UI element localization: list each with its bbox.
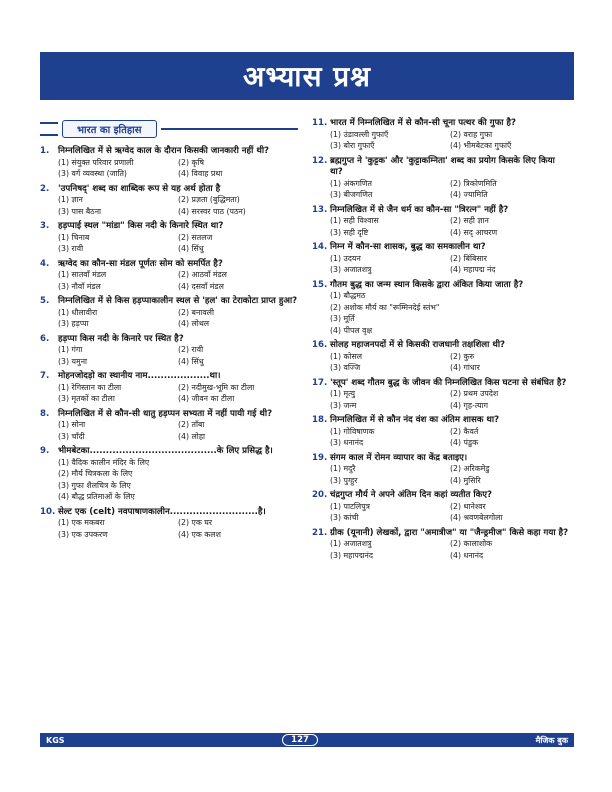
question-number: 10. <box>40 506 56 517</box>
answer-option: (3) जन्म <box>330 400 357 410</box>
question-text: भारत में निम्नलिखित में से कौन-सी चूना पत्थर की गुफा है? <box>330 118 516 128</box>
answer-option: (3) गुफा शैलचित्र के लिए <box>58 480 131 490</box>
question-head <box>312 453 570 465</box>
option-list <box>312 352 570 374</box>
question-head <box>40 296 298 308</box>
answer-option: (3) वज्जि <box>330 363 361 372</box>
answer-option: (2) अशोक मौर्य का "रूम्मिनदेई स्तंभ" <box>330 302 440 312</box>
question-head <box>312 378 570 390</box>
question-item <box>40 371 298 405</box>
answer-option: (1) एक मकबरा <box>58 518 105 527</box>
question-number: 6. <box>40 333 50 344</box>
answer-option: (3) पुग्हुर <box>330 475 358 485</box>
answer-option: (4) सिंधु <box>178 244 204 253</box>
answer-option: (3) रावी <box>58 244 84 253</box>
answer-option: (4) महापद्म नंद <box>450 265 496 274</box>
question-head <box>312 156 570 179</box>
answer-option: (1) अजातशत्रु <box>330 539 372 548</box>
question-text: ब्रह्मगुप्त ने 'कुट्टक' और 'कुट्टाकम्निता' शब्द का प्रयोग किसके लिए किया था? <box>330 155 555 177</box>
answer-option: (2) सही ज्ञान <box>450 216 489 225</box>
question-head <box>40 334 298 346</box>
answer-option: (4) श्रवणबेलगोला <box>450 513 503 522</box>
question-head <box>312 205 570 217</box>
answer-option: (1) सोना <box>58 420 86 429</box>
question-number: 14. <box>312 242 328 252</box>
question-text: निम्नलिखित में से किस हड़प्पाकालीन स्थल से 'हल' का टेराकोटा प्राप्त हुआ? <box>58 296 298 306</box>
option-list <box>312 464 570 486</box>
footer-bar <box>40 733 574 747</box>
right-column <box>312 118 570 565</box>
answer-option: (4) बौद्ध प्रतिमाओं के लिए <box>58 492 135 501</box>
question-list-right <box>312 118 570 561</box>
answer-option: (1) ज्ञान <box>58 195 83 204</box>
option-list <box>312 179 570 201</box>
answer-option: (2) प्रथम उपदेश <box>450 389 499 398</box>
page-title: अभ्यास प्रश्न <box>243 60 371 93</box>
answer-option: (2) रावी <box>178 345 204 354</box>
option-list <box>312 254 570 276</box>
question-item <box>312 453 570 487</box>
answer-option: (2) कैवर्त <box>450 426 479 436</box>
question-text: संगम काल में रोमन व्यापार का केंद्र बताइए। <box>330 452 468 463</box>
answer-option: (3) महापद्मनंद <box>330 550 373 560</box>
question-head <box>40 446 298 458</box>
question-item <box>312 340 570 374</box>
answer-option: (1) कोसल <box>330 351 363 361</box>
answer-option: (4) विवाह प्रथा <box>178 169 223 178</box>
question-number: 9. <box>40 446 50 456</box>
option-list <box>312 130 570 152</box>
answer-option: (2) बनावली <box>178 307 214 317</box>
question-number: 12. <box>312 155 328 166</box>
answer-option: (4) पंडुक <box>450 438 479 447</box>
question-number: 16. <box>312 340 328 350</box>
question-number: 13. <box>312 204 328 215</box>
answer-option: (2) ताँबा <box>178 420 205 429</box>
answer-option: (3) मृतकों का टीला <box>58 394 115 403</box>
answer-option: (1) वैदिक कालीन मंदिर के लिए <box>58 457 150 467</box>
answer-option: (2) सतलज <box>178 232 213 242</box>
question-head <box>312 242 570 254</box>
question-head <box>312 280 570 292</box>
title-banner <box>40 52 574 100</box>
question-item <box>40 259 298 293</box>
answer-option: (1) मृत्यु <box>330 389 355 398</box>
question-head <box>312 528 570 540</box>
option-list <box>312 502 570 524</box>
question-text: चंद्रगुप्त मौर्य ने अपने अंतिम दिन कहां व्यतीत किए? <box>330 490 492 500</box>
answer-option: (1) उंडावल्ली गुफाएँ <box>330 129 389 139</box>
answer-option: (3) सही दृष्टि <box>330 227 369 237</box>
answer-option: (4) जीवन का टीला <box>178 394 235 403</box>
question-item <box>312 528 570 562</box>
question-number: 20. <box>312 490 328 500</box>
question-number: 18. <box>312 415 328 425</box>
question-text: ऋग्वेद का कौन-सा मंडल पूर्णतः सोम को समर्पित है? <box>58 258 223 269</box>
option-list <box>40 195 298 217</box>
answer-option: (3) पास बैठना <box>58 206 102 216</box>
option-list <box>40 233 298 255</box>
question-text: हड़प्पा किस नदी के किनारे पर स्थित है? <box>58 333 184 344</box>
section-divider <box>161 128 298 130</box>
option-list <box>312 389 570 411</box>
answer-option: (2) कालाशोक <box>450 539 493 548</box>
answer-option: (4) लोथल <box>178 319 210 328</box>
question-number: 19. <box>312 452 328 463</box>
answer-option: (3) धनानंद <box>330 438 364 447</box>
question-item <box>40 296 298 330</box>
question-head <box>312 118 570 130</box>
answer-option: (3) अजातशत्रु <box>330 265 372 274</box>
question-head <box>40 259 298 271</box>
question-number: 21. <box>312 527 328 538</box>
question-text: भीमबेटका.......................................के लिए प्रसिद्ध है। <box>58 446 273 456</box>
answer-option: (1) मदुरै <box>330 464 356 473</box>
question-item <box>40 409 298 443</box>
answer-option: (4) गांधार <box>450 363 480 372</box>
answer-option: (4) सिंधु <box>178 356 204 366</box>
answer-option: (1) धौलावीरा <box>58 307 98 317</box>
answer-option: (2) नदीमुख-भूमि का टीला <box>178 382 255 392</box>
question-number: 3. <box>40 221 50 231</box>
footer-brand: KGS <box>46 735 65 745</box>
question-item <box>312 378 570 412</box>
answer-option: (1) सही विश्वास <box>330 216 379 225</box>
question-text: 'स्तूप' शब्द गौतम बुद्ध के जीवन की निम्नलिखित किस घटना से संबंधित है? <box>330 377 567 388</box>
page-number: 127 <box>282 734 318 746</box>
answer-option: (4) ज्यामिति <box>450 190 488 199</box>
answer-option: (2) प्रज्ञता (बुद्धिमता) <box>178 195 240 204</box>
question-text: निम्नलिखित में से ऋग्वेद काल के दौरान किसकी जानकारी नहीं थी? <box>58 146 270 156</box>
question-item <box>40 507 298 541</box>
question-item <box>312 118 570 152</box>
answer-option: (3) मूर्ति <box>330 314 355 323</box>
answer-option: (2) वराह गुफा <box>450 129 493 139</box>
option-list <box>40 345 298 367</box>
question-item <box>40 221 298 255</box>
answer-option: (4) पीपल वृक्ष <box>330 325 373 335</box>
answer-option: (4) धनानंद <box>450 550 484 560</box>
question-text: सोलह महाजनपदों में से किसकी राजधानी तक्षशिला थी? <box>330 340 506 350</box>
answer-option: (2) कृषि <box>178 157 205 167</box>
answer-option: (4) भीमबेटका गुफाएँ <box>450 141 512 150</box>
question-number: 4. <box>40 258 50 269</box>
answer-option: (2) बिंबिसार <box>450 253 487 263</box>
answer-option: (1) गंगा <box>58 345 83 354</box>
question-head <box>312 490 570 502</box>
answer-option: (4) लोहा <box>178 431 205 441</box>
question-head <box>40 409 298 421</box>
answer-option: (4) गृह-त्याग <box>450 400 489 410</box>
option-list <box>40 308 298 330</box>
question-head <box>40 221 298 233</box>
question-number: 7. <box>40 371 50 381</box>
answer-option: (1) अंकगणित <box>330 178 372 188</box>
option-list <box>40 420 298 442</box>
answer-option: (4) एक कलश <box>178 529 221 539</box>
section-mark-icon <box>40 122 58 136</box>
question-number: 17. <box>312 377 328 388</box>
question-number: 5. <box>40 296 50 306</box>
answer-option: (2) एक घर <box>178 518 213 527</box>
answer-option: (3) एक उपकरण <box>58 529 108 539</box>
question-item <box>40 184 298 218</box>
question-head <box>40 146 298 158</box>
answer-option: (1) गोविषाणक <box>330 426 375 436</box>
question-head <box>40 507 298 519</box>
answer-option: (1) बौद्धमठ <box>330 291 366 300</box>
answer-option: (3) हड़प्पा <box>58 319 89 328</box>
answer-option: (3) बोरा गुफाएँ <box>330 141 375 150</box>
section-label: भारत का इतिहास <box>62 120 157 138</box>
question-item <box>312 415 570 449</box>
answer-option: (1) सातवाँ मंडल <box>58 270 107 279</box>
question-text: 'उपनिषद्' शब्द का शाब्दिक रूप से यह अर्थ होता है <box>58 183 221 194</box>
answer-option: (1) पाटलिपुत्र <box>330 501 370 511</box>
question-text: निम्नलिखित में से कौन-सी धातु हड़प्पन सभ्यता में नहीं पायी गई थी? <box>58 408 273 419</box>
left-column <box>40 118 298 544</box>
question-item <box>40 146 298 180</box>
question-text: मोहनजोदड़ो का स्थानीय नाम...................था। <box>58 371 221 381</box>
section-header <box>40 118 298 140</box>
option-list <box>312 539 570 561</box>
answer-option: (2) मौर्य चित्रकला के लिए <box>58 469 133 478</box>
question-text: ग्रीक (यूनानी) लेखकों, द्वारा "अमात्रीज" या "जैन्ड्रमीज" किसे कहा गया है? <box>330 527 569 538</box>
question-number: 8. <box>40 408 50 419</box>
answer-option: (3) चाँदी <box>58 431 85 441</box>
question-item <box>312 242 570 276</box>
option-list <box>40 458 298 503</box>
question-number: 15. <box>312 279 328 290</box>
question-head <box>40 371 298 383</box>
answer-option: (4) सद् आचरण <box>450 227 498 237</box>
answer-option: (2) त्रिकोणमिति <box>450 178 497 188</box>
option-list <box>40 518 298 540</box>
answer-option: (1) रेगिस्तान का टीला <box>58 382 122 392</box>
option-list <box>40 383 298 405</box>
question-number: 11. <box>312 118 328 128</box>
answer-option: (2) कुरु <box>450 351 475 361</box>
answer-option: (4) दसवाँ मंडल <box>178 281 224 291</box>
question-item <box>312 156 570 201</box>
option-list <box>40 270 298 292</box>
question-text: हड़प्पाई स्थल "मांडा" किस नदी के किनारे स्थित था? <box>58 221 224 231</box>
option-list <box>40 158 298 180</box>
option-list <box>312 291 570 336</box>
question-item <box>312 205 570 239</box>
question-head <box>312 415 570 427</box>
question-item <box>40 446 298 503</box>
question-number: 2. <box>40 183 50 194</box>
answer-option: (3) कांची <box>330 513 359 522</box>
question-item <box>312 280 570 337</box>
answer-option: (1) चिनाब <box>58 232 90 242</box>
answer-option: (1) उदयन <box>330 253 361 263</box>
question-item <box>312 490 570 524</box>
question-text: निम्नलिखित में से जैन धर्म का कौन-सा "त्रिरत्न" नहीं है? <box>330 204 509 215</box>
question-text: निम्नलिखित में से कौन नंद वंश का अंतिम शासक था? <box>330 415 500 425</box>
answer-option: (2) अरिकमेडु <box>450 464 490 473</box>
option-list <box>312 216 570 238</box>
question-number: 1. <box>40 146 50 156</box>
question-text: निम्न में कौन-सा शासक, बुद्ध का समकालीन था? <box>330 242 486 252</box>
answer-option: (3) नौवाँ मंडल <box>58 281 101 291</box>
answer-option: (3) बीजगणित <box>330 190 373 199</box>
question-list-left <box>40 146 298 540</box>
question-text: गौतम बुद्ध का जन्म स्थान किसके द्वारा अंकित किया जाता है? <box>330 279 524 290</box>
question-head <box>312 340 570 352</box>
question-item <box>40 334 298 368</box>
answer-option: (3) वर्ग व्यवस्था (जाति) <box>58 169 127 178</box>
answer-option: (1) संयुक्त परिवार प्रणाली <box>58 157 134 167</box>
question-text: सेल्ट एक (celt) नवपाषाणकालीन...........................है। <box>58 506 266 517</box>
answer-option: (4) सरस्वर पाठ (पठन) <box>178 206 246 216</box>
question-head <box>40 184 298 196</box>
footer-book-title: मैजिक बुक <box>535 735 568 745</box>
answer-option: (4) मुसिरि <box>450 475 481 485</box>
answer-option: (2) थानेश्वर <box>450 501 486 511</box>
answer-option: (2) आठवाँ मंडल <box>178 270 227 279</box>
option-list <box>312 427 570 449</box>
answer-option: (3) यमुना <box>58 356 88 366</box>
